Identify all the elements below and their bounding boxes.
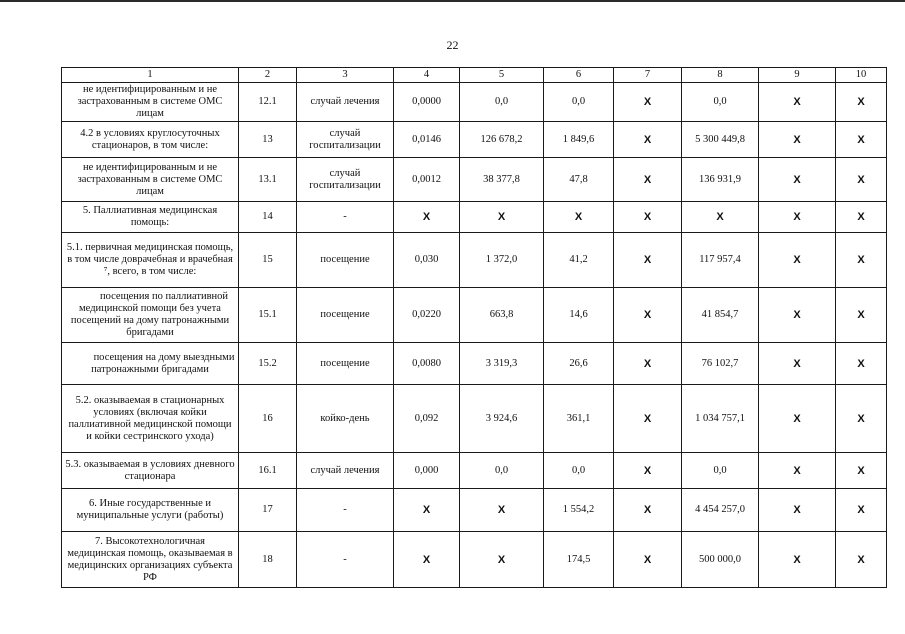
data-table [61,67,887,588]
row-col10-cell: Х [836,122,887,158]
row-col6-cell: 0,0 [544,83,614,122]
table-header-row [62,68,887,83]
row-unit-cell: случай лечения [297,83,394,122]
header-col-2: 2 [239,68,297,83]
top-border-line [0,0,905,2]
row-col9-cell: Х [759,202,836,233]
row-col8-cell: 500 000,0 [682,532,759,588]
row-col5-cell: 0,0 [460,83,544,122]
row-unit-cell: - [297,489,394,532]
row-unit-cell: - [297,532,394,588]
table-row [62,453,887,489]
row-col6-cell: 1 554,2 [544,489,614,532]
row-col6-cell: 26,6 [544,343,614,385]
row-col4-cell: 0,0220 [394,288,460,343]
row-code-cell: 15 [239,233,297,288]
row-unit-cell: посещение [297,288,394,343]
row-col9-cell: Х [759,233,836,288]
row-col9-cell: Х [759,489,836,532]
row-col5-cell: 3 924,6 [460,385,544,453]
row-col4-cell: 0,030 [394,233,460,288]
header-col-4: 4 [394,68,460,83]
row-unit-cell: случай госпитализации [297,122,394,158]
row-col7-cell: Х [614,453,682,489]
row-col5-cell: Х [460,202,544,233]
row-name-cell: не идентифицированным и не застрахованным в системе ОМС лицам [62,158,239,202]
header-col-7: 7 [614,68,682,83]
row-unit-cell: посещение [297,343,394,385]
row-col4-cell: 0,092 [394,385,460,453]
row-col10-cell: Х [836,158,887,202]
header-col-6: 6 [544,68,614,83]
row-col10-cell: Х [836,202,887,233]
row-col5-cell: 126 678,2 [460,122,544,158]
row-unit-cell: посещение [297,233,394,288]
row-col4-cell: 0,000 [394,453,460,489]
table-row [62,489,887,532]
row-col7-cell: Х [614,233,682,288]
row-col4-cell: 0,0146 [394,122,460,158]
row-col4-cell: 0,0080 [394,343,460,385]
row-col6-cell: 0,0 [544,453,614,489]
row-col5-cell: Х [460,489,544,532]
row-col4-cell: 0,0012 [394,158,460,202]
row-col8-cell: 4 454 257,0 [682,489,759,532]
row-col9-cell: Х [759,532,836,588]
row-col8-cell: 0,0 [682,453,759,489]
row-col4-cell: Х [394,489,460,532]
row-col5-cell: 1 372,0 [460,233,544,288]
row-code-cell: 16 [239,385,297,453]
table-row [62,288,887,343]
header-col-10: 10 [836,68,887,83]
row-col10-cell: Х [836,489,887,532]
row-name-cell: 4.2 в условиях круглосуточных стационаров, в том числе: [62,122,239,158]
row-col9-cell: Х [759,343,836,385]
row-code-cell: 14 [239,202,297,233]
row-code-cell: 15.2 [239,343,297,385]
row-unit-cell: случай госпитализации [297,158,394,202]
row-col5-cell: Х [460,532,544,588]
page-number: 22 [446,38,459,52]
row-col6-cell: Х [544,202,614,233]
row-col10-cell: Х [836,83,887,122]
header-col-5: 5 [460,68,544,83]
row-code-cell: 12.1 [239,83,297,122]
header-col-8: 8 [682,68,759,83]
row-code-cell: 18 [239,532,297,588]
row-col6-cell: 41,2 [544,233,614,288]
row-col6-cell: 14,6 [544,288,614,343]
row-name-cell: 5.1. первичная медицинская помощь, в том числе доврачебная и врачебная ⁷, всего, в том числе: [62,233,239,288]
row-col7-cell: Х [614,385,682,453]
row-col10-cell: Х [836,288,887,343]
row-col7-cell: Х [614,202,682,233]
row-col5-cell: 38 377,8 [460,158,544,202]
row-col6-cell: 1 849,6 [544,122,614,158]
row-unit-cell: койко-день [297,385,394,453]
row-col6-cell: 174,5 [544,532,614,588]
header-col-1: 1 [62,68,239,83]
table-row [62,202,887,233]
row-col10-cell: Х [836,453,887,489]
row-name-cell: 5. Паллиативная медицинская помощь: [62,202,239,233]
row-name-cell: 5.3. оказываемая в условиях дневного стационара [62,453,239,489]
row-col8-cell: 76 102,7 [682,343,759,385]
row-col5-cell: 0,0 [460,453,544,489]
row-col8-cell: 136 931,9 [682,158,759,202]
row-col8-cell: 1 034 757,1 [682,385,759,453]
row-name-cell: 6. Иные государственные и муниципальные услуги (работы) [62,489,239,532]
row-code-cell: 13.1 [239,158,297,202]
row-col10-cell: Х [836,343,887,385]
row-col10-cell: Х [836,385,887,453]
row-col8-cell: 5 300 449,8 [682,122,759,158]
table-row [62,385,887,453]
table-row [62,158,887,202]
row-col5-cell: 663,8 [460,288,544,343]
row-col7-cell: Х [614,83,682,122]
row-code-cell: 16.1 [239,453,297,489]
row-col9-cell: Х [759,453,836,489]
row-col9-cell: Х [759,122,836,158]
header-col-9: 9 [759,68,836,83]
row-col6-cell: 361,1 [544,385,614,453]
row-col7-cell: Х [614,532,682,588]
row-name-cell: 5.2. оказываемая в стационарных условиях (включая койки паллиативной медицинской помощи и койки сестринского ухода) [62,385,239,453]
row-col9-cell: Х [759,288,836,343]
row-col8-cell: 41 854,7 [682,288,759,343]
row-code-cell: 17 [239,489,297,532]
row-col4-cell: 0,0000 [394,83,460,122]
row-unit-cell: - [297,202,394,233]
row-col8-cell: 0,0 [682,83,759,122]
row-name-cell: посещения по паллиативной медицинской помощи без учета посещений на дому патронажными бригадами [62,288,239,343]
row-col9-cell: Х [759,83,836,122]
row-unit-cell: случай лечения [297,453,394,489]
row-name-cell: 7. Высокотехнологичная медицинская помощь, оказываемая в медицинских организациях субъекта РФ [62,532,239,588]
row-col7-cell: Х [614,489,682,532]
row-col4-cell: Х [394,202,460,233]
table-row [62,343,887,385]
table-row [62,83,887,122]
table-row [62,532,887,588]
table-row [62,233,887,288]
row-col7-cell: Х [614,343,682,385]
row-col8-cell: 117 957,4 [682,233,759,288]
row-code-cell: 13 [239,122,297,158]
header-col-3: 3 [297,68,394,83]
row-col10-cell: Х [836,532,887,588]
row-col7-cell: Х [614,288,682,343]
row-col7-cell: Х [614,122,682,158]
row-col4-cell: Х [394,532,460,588]
row-col9-cell: Х [759,385,836,453]
row-col7-cell: Х [614,158,682,202]
row-name-cell: посещения на дому выездными патронажными бригадами [62,343,239,385]
row-code-cell: 15.1 [239,288,297,343]
row-col6-cell: 47,8 [544,158,614,202]
row-col10-cell: Х [836,233,887,288]
row-col8-cell: Х [682,202,759,233]
row-col5-cell: 3 319,3 [460,343,544,385]
row-col9-cell: Х [759,158,836,202]
row-name-cell: не идентифицированным и не застрахованным в системе ОМС лицам [62,83,239,122]
table-row [62,122,887,158]
